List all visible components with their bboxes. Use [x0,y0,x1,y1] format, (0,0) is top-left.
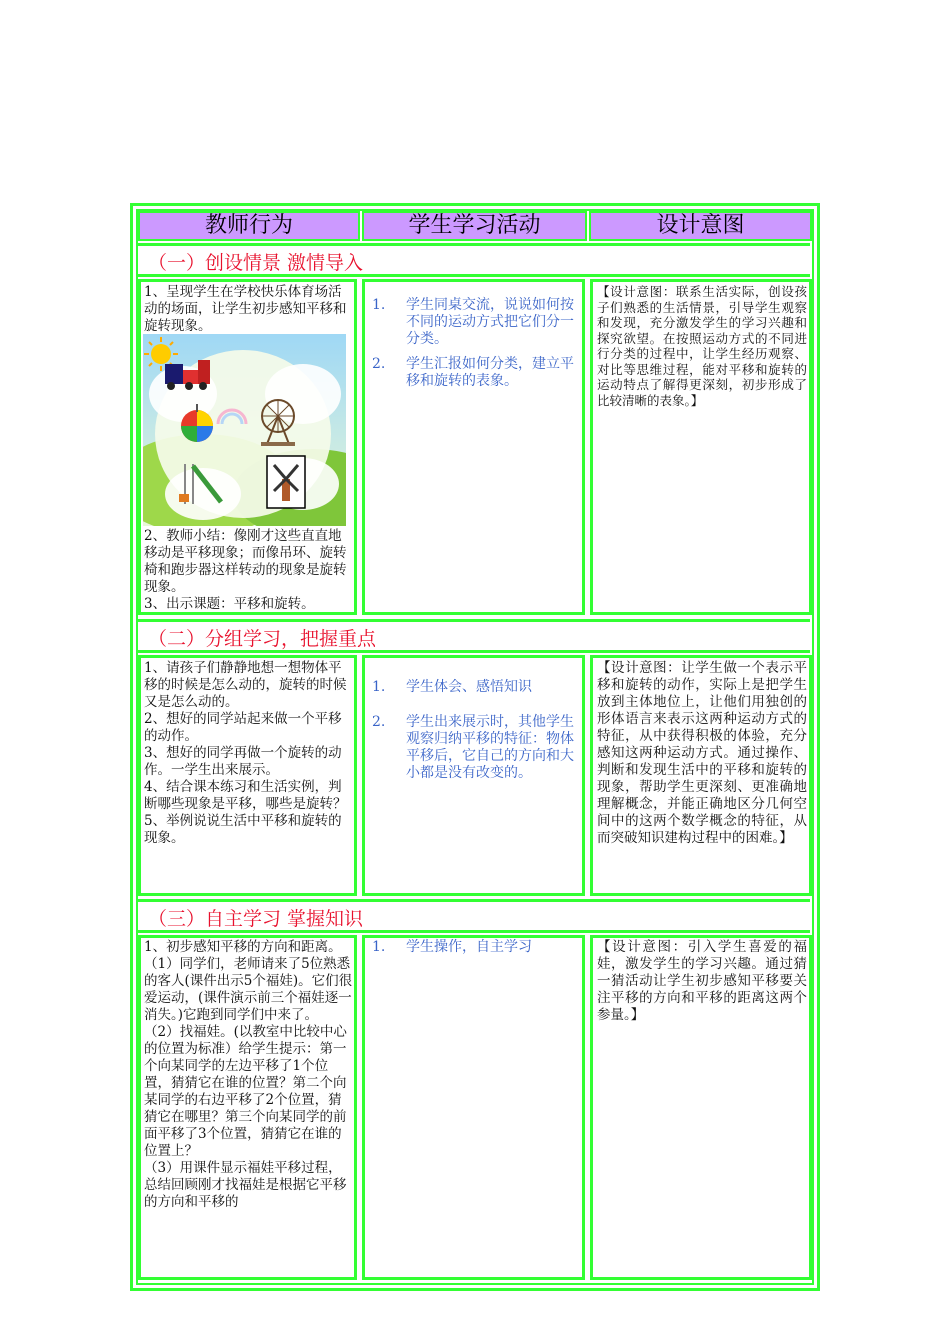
section-2-teacher-step: 4、结合课本练习和生活实例，判断哪些现象是平移，哪些是旋转？ [144,779,347,812]
section-3-teacher-steps [144,939,354,1275]
section-3-teacher-step: （1）同学们，老师请来了5位熟悉的客人(课件出示5个福娃)。它们很爱运动，(课件演示前三个福娃逐一消失。)它跑到同学们中来了。 [144,956,353,1023]
section-1-design-intent: 【设计意图：联系生活实际，创设孩子们熟悉的生活情景，引导学生观察和发现，充分激发学生的学习兴趣和探究欲望。在按照运动方式的不同进行分类的过程中，让学生经历观察、对比等思维过程，能对平移和旋转的运动特点了解得更深刻，初步形成了比较清晰的表象。】 [597,284,807,408]
windmill-icon [267,456,305,508]
list-item: 1. 学生同桌交流，说说如何按不同的运动方式把它们分一分类。 [372,297,574,347]
section-3-design-intent: 【设计意图：引入学生喜爱的福娃，激发学生的学习兴趣。通过猜一猜活动让学生初步感知平移要关注平移的方向和平移的距离这两个参量。】 [597,939,807,1023]
section-1-teacher-para-3: 3、出示课题：平移和旋转。 [144,596,315,612]
section-1-title: （一）创设情景 激情导入 [148,252,364,274]
section-2-teacher-step: 5、举例说说生活中平移和旋转的现象。 [144,813,342,846]
section-3-teacher-step: 1、初步感知平移的方向和距离。 [144,939,342,955]
section-3-teacher-step: （2）找福娃。(以教室中比较中心的位置为标准）给学生提示：第一个向某同学的左边平移了1个位置，猜猜它在谁的位置？第二个向某同学的右边平移了2个位置，猜猜它在哪里？第三个向某同学的前面平移了3个位置，猜猜它在谁的位置上？ [144,1024,347,1159]
section-3-student-activities [368,939,580,964]
section-1-teacher-intro: 1、呈现学生在学校快乐体育场活动的场面，让学生初步感知平移和旋转现象。 [144,284,347,334]
section-3-student-cell [362,935,585,1280]
section-2-teacher-step: 1、请孩子们静静地想一想物体平移的时候是怎么动的，旋转的时候又是怎么动的。 [144,660,347,710]
section-2-title: （二）分组学习，把握重点 [148,628,377,650]
section-2-student-activities [368,679,580,790]
section-2-teacher-step: 3、想好的同学再做一个旋转的动作。一学生出来展示。 [144,745,342,778]
section-2-teacher-step: 2、想好的同学站起来做一个平移的动作。 [144,711,342,744]
playground-illustration [143,334,346,526]
list-item: 1. 学生操作，自主学习 [372,939,532,955]
list-item: 2. 学生汇报如何分类，建立平移和旋转的表象。 [372,356,574,389]
section-2-design-intent: 【设计意图：让学生做一个表示平移和旋转的动作，实际上是把学生放到主体地位上，让他们用独创的形体语言来表示这两种运动方式的特征，从中获得积极的体验，充分感知这两种运动方式。通过操作、判断和发现生活中的平移和旋转的现象，帮助学生更深刻、更准确地理解概念，并能正确地区分几何空间中的这两个数学概念的特征，从而突破知识建构过程中的困难。】 [597,660,807,846]
section-1-teacher-summary [144,528,354,613]
section-3-teacher-step: （3）用课件显示福娃平移过程，总结回顾刚才找福娃是根据它平移的方向和平移的 [144,1160,347,1210]
header-teacher: 教师行为 [138,211,360,241]
list-item: 1. 学生体会、感悟知识 [372,679,532,695]
list-item: 2. 学生出来展示时，其他学生观察归纳平移的特征：物体平移后，它自己的方向和大小都是没有改变的。 [372,714,574,781]
section-1-teacher-para-2: 2、教师小结：像刚才这些直直地移动是平移现象；而像吊环、旋转椅和跑步器这样转动的现象是旋转现象。 [144,528,347,595]
section-3-title: （三）自主学习 掌握知识 [148,908,364,930]
header-design: 设计意图 [589,211,812,241]
header-student: 学生学习活动 [362,211,587,241]
section-1-student-activities [368,297,580,398]
section-2-teacher-steps [144,660,354,847]
